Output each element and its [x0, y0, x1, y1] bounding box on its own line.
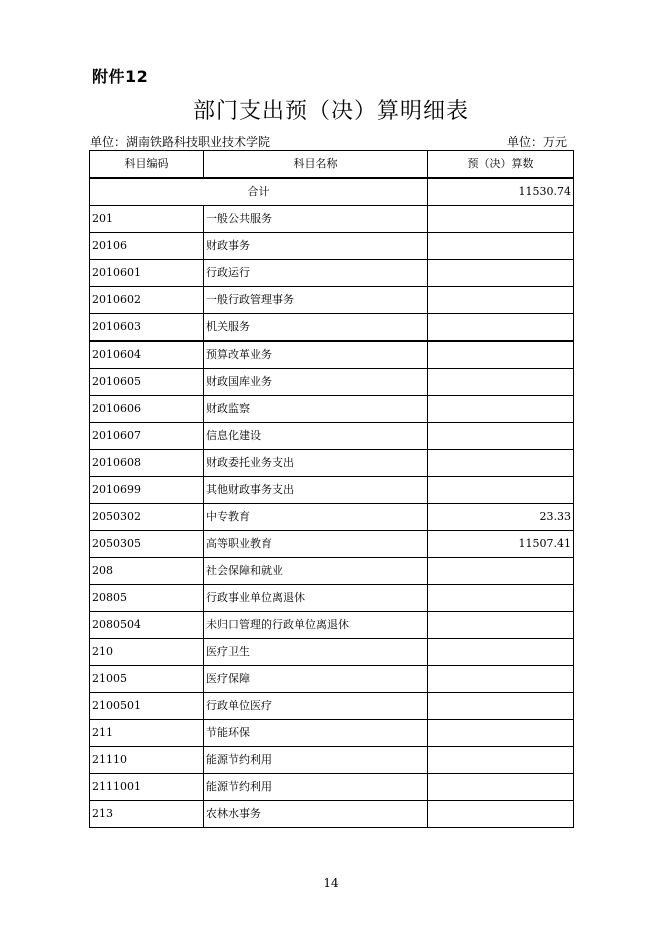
table-row: [90, 423, 574, 450]
expenditure-table: [89, 150, 574, 828]
row-code: 2010601: [90, 260, 204, 287]
row-code: 2010602: [90, 287, 204, 314]
row-code: 20106: [90, 233, 204, 260]
total-label: 合计: [90, 178, 428, 206]
row-name: 预算改革业务: [204, 341, 428, 369]
table-row: [90, 558, 574, 585]
table-row: [90, 233, 574, 260]
total-row: [90, 178, 574, 206]
unit-currency: 单位：万元: [507, 135, 568, 149]
row-code: 2010606: [90, 396, 204, 423]
row-code: 2080504: [90, 612, 204, 639]
header-code: 科目编码: [90, 151, 204, 179]
row-name: 中专教育: [204, 504, 428, 531]
row-name: 财政监察: [204, 396, 428, 423]
table-row: [90, 287, 574, 314]
row-name: 能源节约利用: [204, 747, 428, 774]
row-code: 2010607: [90, 423, 204, 450]
row-name: 高等职业教育: [204, 531, 428, 558]
row-code: 2111001: [90, 774, 204, 801]
row-name: 行政事业单位离退休: [204, 585, 428, 612]
row-amount: [428, 369, 574, 396]
table-row: [90, 720, 574, 747]
row-amount: [428, 639, 574, 666]
row-code: 21110: [90, 747, 204, 774]
table-row: [90, 314, 574, 342]
row-name: 财政事务: [204, 233, 428, 260]
row-amount: [428, 423, 574, 450]
row-code: 2010604: [90, 341, 204, 369]
row-name: 医疗卫生: [204, 639, 428, 666]
row-amount: [428, 585, 574, 612]
table-row: [90, 260, 574, 287]
row-name: 财政国库业务: [204, 369, 428, 396]
header-name: 科目名称: [204, 151, 428, 179]
table-row: [90, 531, 574, 558]
row-name: 一般行政管理事务: [204, 287, 428, 314]
table-row: [90, 612, 574, 639]
row-amount: [428, 747, 574, 774]
row-amount: [428, 666, 574, 693]
row-amount: [428, 396, 574, 423]
row-amount: 11507.41: [428, 531, 574, 558]
row-code: 2010608: [90, 450, 204, 477]
table-row: [90, 666, 574, 693]
table-row: [90, 450, 574, 477]
row-code: 2100501: [90, 693, 204, 720]
row-code: 201: [90, 206, 204, 233]
table-header-row: [90, 151, 574, 179]
row-name: 农林水事务: [204, 801, 428, 828]
row-name: 机关服务: [204, 314, 428, 342]
row-amount: [428, 801, 574, 828]
header-amount: 预（决）算数: [428, 151, 574, 179]
table-row: [90, 801, 574, 828]
row-name: 医疗保障: [204, 666, 428, 693]
row-code: 213: [90, 801, 204, 828]
row-amount: [428, 720, 574, 747]
row-code: 208: [90, 558, 204, 585]
row-name: 未归口管理的行政单位离退休: [204, 612, 428, 639]
table-row: [90, 477, 574, 504]
attachment-label: 附件12: [92, 67, 149, 86]
page-title: 部门支出预（决）算明细表: [192, 99, 469, 124]
row-code: 21005: [90, 666, 204, 693]
row-name: 节能环保: [204, 720, 428, 747]
unit-organization: 单位：湖南铁路科技职业技术学院: [90, 135, 271, 149]
row-name: 财政委托业务支出: [204, 450, 428, 477]
row-name: 信息化建设: [204, 423, 428, 450]
row-code: 2010699: [90, 477, 204, 504]
row-amount: [428, 693, 574, 720]
row-amount: 23.33: [428, 504, 574, 531]
row-name: 行政运行: [204, 260, 428, 287]
row-amount: [428, 774, 574, 801]
row-code: 20805: [90, 585, 204, 612]
row-amount: [428, 206, 574, 233]
row-code: 2050302: [90, 504, 204, 531]
table-row: [90, 774, 574, 801]
row-name: 能源节约利用: [204, 774, 428, 801]
table-row: [90, 693, 574, 720]
table-row: [90, 341, 574, 369]
row-amount: [428, 341, 574, 369]
row-code: 2010605: [90, 369, 204, 396]
table-row: [90, 747, 574, 774]
row-amount: [428, 233, 574, 260]
table-row: [90, 396, 574, 423]
row-name: 行政单位医疗: [204, 693, 428, 720]
row-amount: [428, 558, 574, 585]
table-row: [90, 504, 574, 531]
page-number: 14: [323, 876, 339, 890]
row-amount: [428, 477, 574, 504]
row-amount: [428, 450, 574, 477]
row-name: 一般公共服务: [204, 206, 428, 233]
row-amount: [428, 287, 574, 314]
table-row: [90, 206, 574, 233]
row-code: 2050305: [90, 531, 204, 558]
total-amount: 11530.74: [428, 178, 574, 206]
row-code: 2010603: [90, 314, 204, 342]
row-code: 210: [90, 639, 204, 666]
row-name: 其他财政事务支出: [204, 477, 428, 504]
row-amount: [428, 314, 574, 342]
row-amount: [428, 260, 574, 287]
table-row: [90, 585, 574, 612]
table-row: [90, 369, 574, 396]
row-amount: [428, 612, 574, 639]
row-code: 211: [90, 720, 204, 747]
row-name: 社会保障和就业: [204, 558, 428, 585]
table-row: [90, 639, 574, 666]
